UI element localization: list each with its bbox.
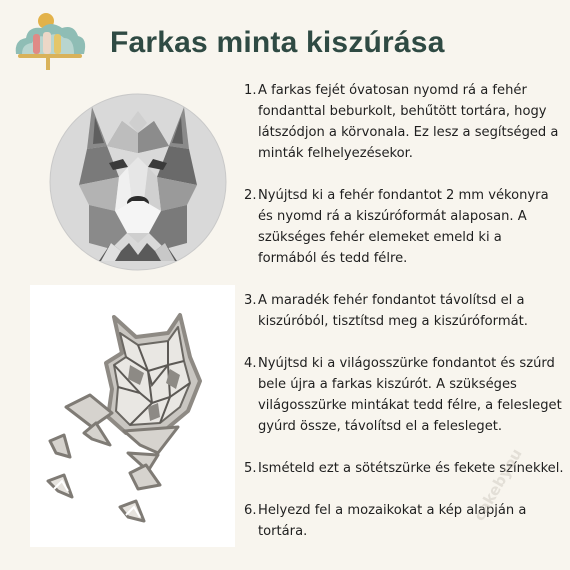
step-number: 2. — [244, 188, 257, 203]
step-number: 4. — [244, 356, 257, 371]
step-number: 1. — [244, 83, 257, 98]
step-item — [244, 500, 564, 542]
instruction-list — [244, 80, 564, 563]
brand-logo-icon — [12, 10, 88, 72]
wolf-mosaic-image — [49, 93, 227, 271]
wolf-cutter-image — [30, 285, 235, 547]
step-text: A farkas fejét óvatosan nyomd rá a fehér fondanttal beburkolt, behűtött tortára, hogy látszódjon a körvonala. Ez lesz a segítséged a minták felhelyezésekor. — [258, 83, 559, 161]
step-text: Nyújtsd ki a világosszürke fondantot és szúrd bele újra a farkas kiszúrót. A szükséges világosszürke mintákat tedd félre, a felesleget gyúrd össze, távolítsd el a felesleget. — [258, 356, 562, 434]
step-item — [244, 353, 564, 437]
step-item — [244, 185, 564, 269]
step-text: Helyezd fel a mozaikokat a kép alapján a tortára. — [258, 503, 527, 539]
step-text: A maradék fehér fondantot távolítsd el a kiszúróból, tisztítsd meg a kiszúróformát. — [258, 293, 528, 329]
step-text: Nyújtsd ki a fehér fondantot 2 mm vékonyra és nyomd rá a kiszúróformát alaposan. A szükséges fehér elemeket emeld ki a formából és tedd félre. — [258, 188, 549, 266]
page-title: Farkas minta kiszúrása — [110, 26, 445, 59]
step-number: 3. — [244, 293, 257, 308]
step-number: 5. — [244, 461, 257, 476]
step-number: 6. — [244, 503, 257, 518]
step-item — [244, 80, 564, 164]
watermark: cakebyou — [470, 445, 526, 524]
step-item — [244, 290, 564, 332]
step-text: Ismételd ezt a sötétszürke és fekete színekkel. — [258, 461, 564, 476]
cutter-photo — [30, 285, 235, 547]
